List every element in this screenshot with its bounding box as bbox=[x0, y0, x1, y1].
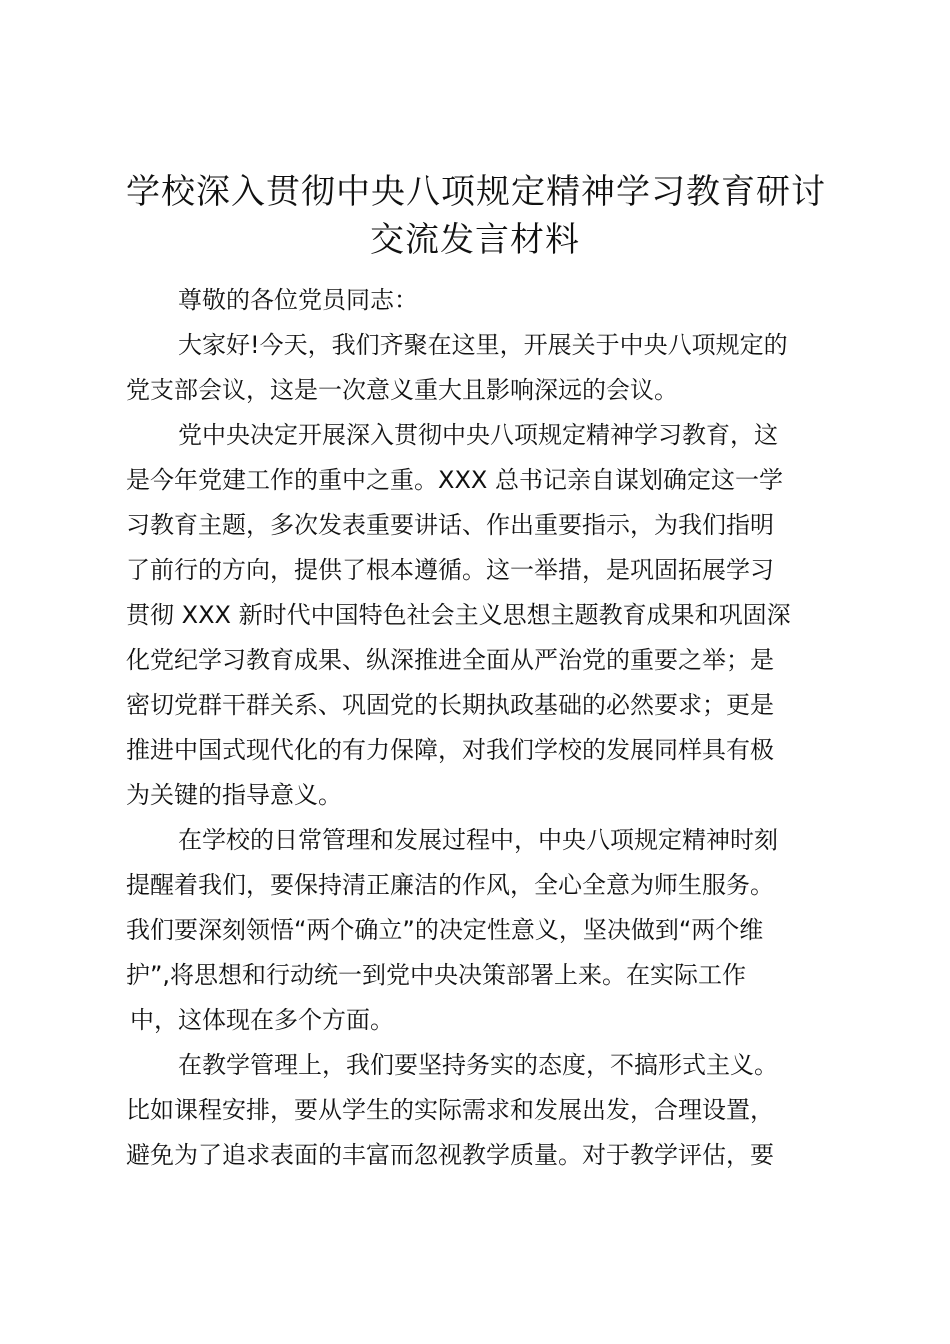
body-paragraph-2 bbox=[126, 818, 824, 1043]
greeting-paragraph bbox=[126, 323, 824, 413]
text-line: 中，这体现在多个方面。 bbox=[130, 1006, 394, 1034]
text-line: 党中央决定开展深入贯彻中央八项规定精神学习教育，这 bbox=[178, 421, 778, 449]
title-line-1: 学校深入贯彻中央八项规定精神学习教育研讨 bbox=[126, 172, 826, 212]
text-line: 党支部会议，这是一次意义重大且影响深远的会议。 bbox=[126, 376, 678, 404]
text-line: 避免为了追求表面的丰富而忽视教学质量。对于教学评估，要 bbox=[126, 1141, 774, 1169]
text-line: 推进中国式现代化的有力保障，对我们学校的发展同样具有极 bbox=[126, 736, 774, 764]
title-line-2: 交流发言材料 bbox=[370, 220, 580, 260]
text-line: 为关键的指导意义。 bbox=[126, 781, 342, 809]
text-line: 了前行的方向，提供了根本遵循。这一举措，是巩固拓展学习 bbox=[126, 556, 774, 584]
text-line: 贯彻 XXX 新时代中国特色社会主义思想主题教育成果和巩固深 bbox=[126, 601, 791, 629]
text-line: 我们要深刻领悟“两个确立”的决定性意义，坚决做到“两个维 bbox=[126, 916, 764, 944]
body-paragraph-1 bbox=[126, 413, 824, 818]
document-body bbox=[126, 278, 824, 1178]
text-line: 护”,将思想和行动统一到党中央决策部署上来。在实际工作 bbox=[126, 961, 747, 989]
text-line: 是今年党建工作的重中之重。XXX 总书记亲自谋划确定这一学 bbox=[126, 466, 783, 494]
body-paragraph-3 bbox=[126, 1043, 824, 1178]
document-title bbox=[126, 168, 824, 264]
text-line: 提醒着我们，要保持清正廉洁的作风，全心全意为师生服务。 bbox=[126, 871, 774, 899]
text-line: 在教学管理上，我们要坚持务实的态度，不搞形式主义。 bbox=[178, 1051, 778, 1079]
text-line: 在学校的日常管理和发展过程中，中央八项规定精神时刻 bbox=[178, 826, 778, 854]
text-line: 大家好!今天，我们齐聚在这里，开展关于中央八项规定的 bbox=[178, 331, 788, 359]
text-line: 比如课程安排，要从学生的实际需求和发展出发，合理设置， bbox=[126, 1096, 774, 1124]
text-line: 尊敬的各位党员同志： bbox=[178, 286, 418, 314]
text-line: 习教育主题，多次发表重要讲话、作出重要指示，为我们指明 bbox=[126, 511, 774, 539]
salutation-paragraph bbox=[126, 278, 824, 323]
text-line: 密切党群干群关系、巩固党的长期执政基础的必然要求；更是 bbox=[126, 691, 774, 719]
text-line: 化党纪学习教育成果、纵深推进全面从严治党的重要之举；是 bbox=[126, 646, 774, 674]
